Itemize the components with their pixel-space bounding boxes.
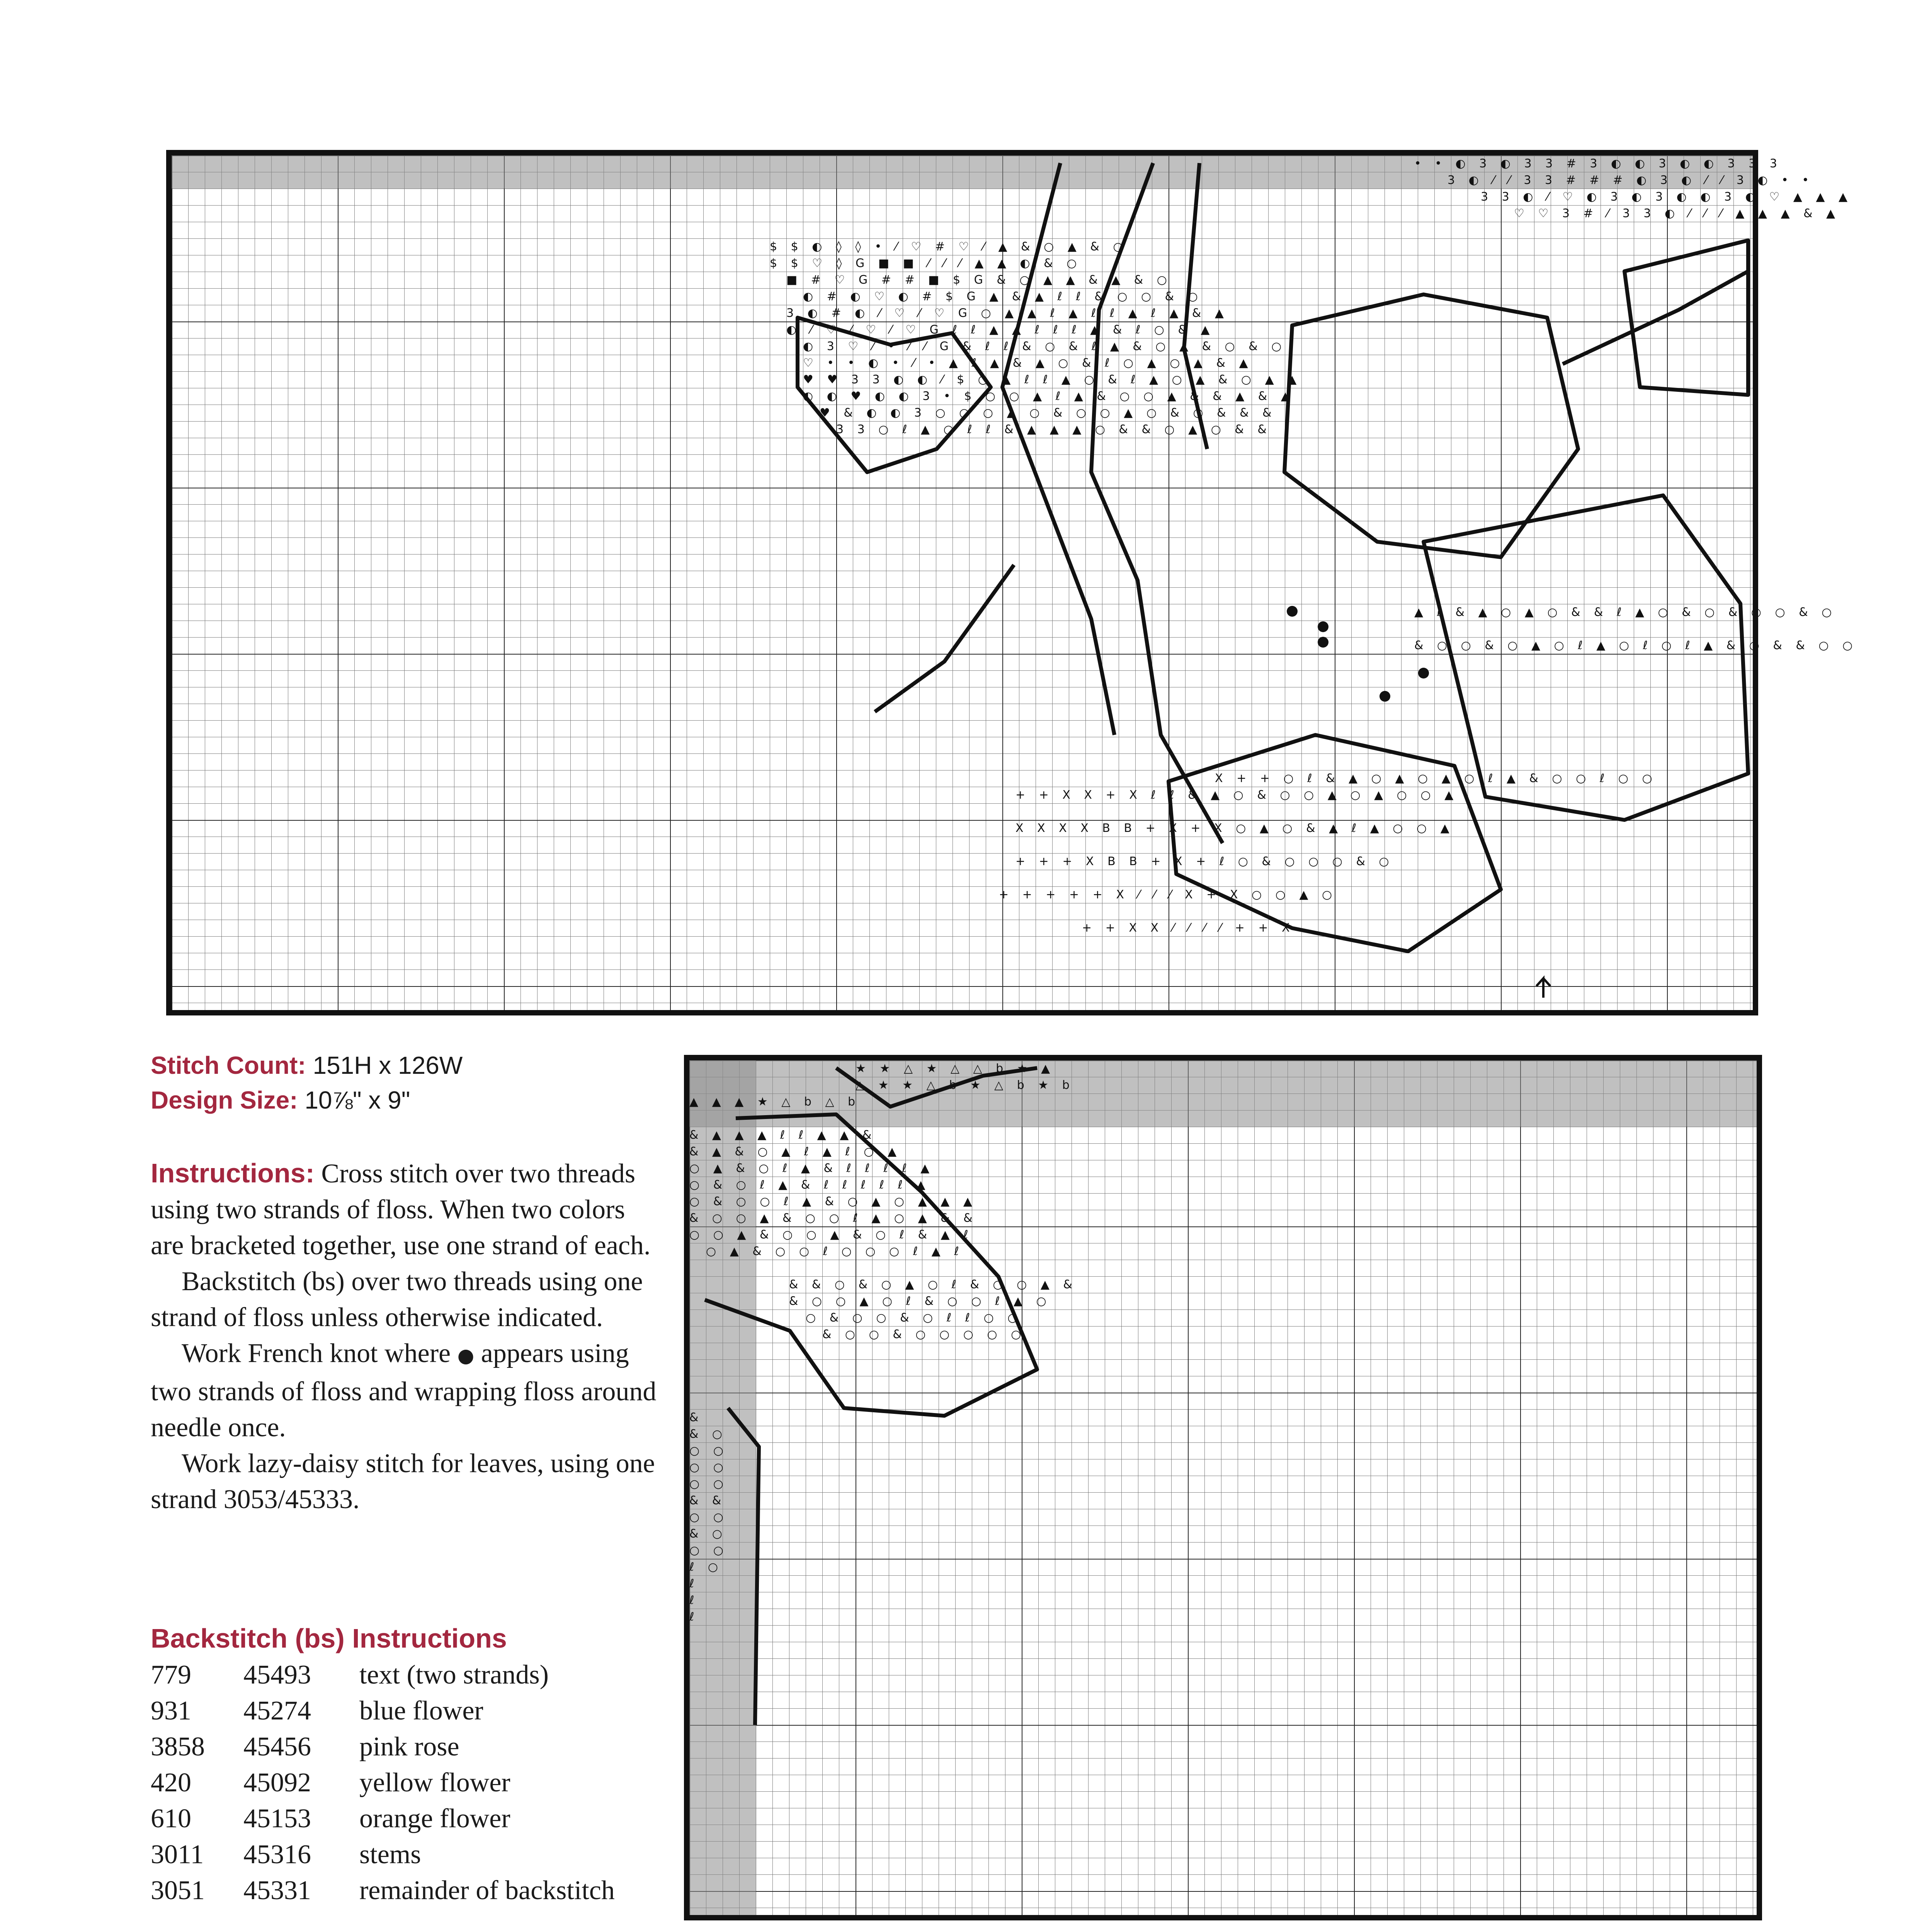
cross-stitch-chart-top [166,150,1858,1015]
chart-symbol-row: & ○ ○ & ○ ○ ○ ○ ○ [822,1328,1026,1341]
stitch-count-value: 151H x 126W [313,1051,463,1079]
thread-description: yellow flower [359,1768,510,1798]
dmc-number: 610 [151,1804,191,1833]
chart-symbol-row: + + + X B B + X + ℓ ○ & ○ ○ ○ & ○ [1015,855,1394,868]
anchor-number: 45493 [243,1660,311,1690]
leaf-outline [1624,240,1748,395]
leaf-outline [728,1408,759,1725]
chart-side-symbol: & & [689,1494,726,1507]
stitch-count [151,1051,463,1080]
chart-symbol-row: ◐ ◐ ♥ ◐ ◐ 3 • $ ○ ○ ▲ ℓ ▲ & ○ ○ ▲ & & ▲ & ▲ [803,389,1295,403]
dmc-number: 3051 [151,1876,205,1905]
chart-symbol-row: ○ & ○ ○ ℓ ▲ & ○ ▲ ○ ▲ ▲ ▲ [689,1195,977,1208]
anchor-number: 45274 [243,1696,311,1726]
chart-symbol-row: & & ○ & ○ ▲ ○ ℓ & ○ ○ ▲ & [789,1278,1077,1291]
chart-symbol-row: ◐ # ◐ ♡ ◐ # $ G ▲ & ▲ ℓ ℓ & ○ ○ & ○ [803,290,1203,303]
dmc-number: 3858 [151,1732,205,1762]
instructions-p3a: Work French knot where [182,1338,451,1368]
dmc-number: 420 [151,1768,191,1798]
dmc-number: 931 [151,1696,191,1726]
chart-symbol-row: 3 ◐ ⁄ ⁄ 3 3 # # # ◐ 3 ◐ ⁄ ⁄ 3 ◐ • • [1448,173,1814,187]
design-size [151,1086,410,1114]
thread-description: pink rose [359,1732,459,1762]
chart-symbol-row: ♡ ♡ 3 # ⁄ 3 3 ◐ ⁄ ⁄ ⁄ ▲ ▲ ▲ & ▲ [1514,207,1840,220]
design-size-label: Design Size: [151,1086,298,1114]
chart-symbol-row: • • ◐ 3 ◐ 3 3 # 3 ◐ ◐ 3 ◐ ◐ 3 3 3 [1414,157,1782,170]
french-knot [1418,668,1429,679]
chart-symbol-row: ○ & ○ ○ & ○ ℓ ℓ ○ ○ [806,1311,1023,1325]
instructions-heading: Instructions: [151,1158,315,1188]
instructions-p3b: appears using two strands of floss and wrapping floss around needle once. [151,1338,657,1442]
chart-side-symbol: ○ ○ [689,1544,728,1557]
thread-description: blue flower [359,1696,483,1726]
stem-line [875,565,1014,712]
chart-symbol-row: & ▲ & ○ ▲ ℓ ▲ ℓ ○ ▲ [689,1145,902,1158]
chart-symbol-row: ◐ ⁄ ♡ ⁄ ♡ ⁄ ♡ G ℓ ℓ ▲ ▲ ℓ ℓ ℓ ▲ & ℓ ○ & ▲ [786,323,1215,337]
anchor-number: 45331 [243,1876,311,1905]
backstitch-heading: Backstitch (bs) Instructions [151,1623,507,1653]
thread-description: orange flower [359,1804,510,1833]
chart-symbol-row: △ ★ ★ △ b ★ △ b ★ b [856,1078,1075,1092]
center-arrow [1536,978,1550,998]
chart-symbol-row: ▲ ▲ ▲ ★ △ b △ b [689,1095,861,1109]
chart-side-symbol: ℓ [689,1610,699,1624]
chart-symbol-row: & ○ ○ ▲ ○ ℓ & ○ ○ ℓ ▲ ○ [789,1294,1051,1308]
dmc-number: 3011 [151,1840,204,1869]
instructions-p1: Cross stitch over two threads using two strands of floss. When two colors are bracketed together, use one strand of each. [151,1159,651,1260]
chart-side-symbol: ℓ [689,1594,699,1607]
chart-symbol-row: X + + ○ ℓ & ▲ ○ ▲ ○ ▲ ○ ℓ ▲ & ○ ○ ℓ ○ ○ [1215,772,1657,785]
stem-line [1091,163,1223,843]
chart-symbol-row: + + X X ⁄ ⁄ ⁄ ⁄ + + X [1082,921,1295,935]
chart-side-symbol: & ○ [689,1527,728,1541]
chart-symbol-row: & ▲ ▲ ▲ ℓ ℓ ▲ ▲ & [689,1128,877,1142]
chart-symbol-row: + + + + + X ⁄ ⁄ ⁄ X + X ○ ○ ▲ ○ [999,888,1337,901]
chart-symbol-row: ○ ▲ & ○ ○ ℓ ○ ○ ○ ℓ ▲ ℓ [706,1245,964,1258]
stitch-count-label: Stitch Count: [151,1051,306,1079]
french-knot [1287,606,1298,617]
chart-side-symbol: & [689,1411,704,1424]
thread-description: stems [359,1840,421,1869]
chart-symbol-row: ♥ ♥ 3 3 ◐ ◐ ⁄ $ ○ ▲ ℓ ℓ ▲ ○ & ℓ ▲ ○ ▲ & ○ ▲ ▲ [803,373,1302,386]
chart-symbol-row: ■ # ♡ G # # ■ $ G & ○ ▲ ▲ & ▲ & ○ [786,273,1172,287]
chart-symbol-row: + + X X + X ℓ ℓ & ▲ ○ & ○ ○ ▲ ○ ▲ ○ ○ ▲ [1015,788,1459,802]
chart-symbol-row: & ○ ○ ▲ & ○ ○ ℓ ▲ ○ ▲ & & [689,1211,978,1225]
thread-description: remainder of backstitch [359,1876,615,1905]
instructions-p2: Backstitch (bs) over two threads using one strand of floss unless otherwise indicated. [151,1267,643,1332]
anchor-number: 45456 [243,1732,311,1762]
chart-symbol-row: ★ ★ △ ★ △ △ b ★ ▲ [856,1062,1055,1075]
stem-line [1563,271,1748,364]
chart-side-symbol: & ○ [689,1427,728,1441]
chart-symbol-row: 3 3 ◐ ⁄ ♡ ◐ 3 ◐ 3 ◐ ◐ 3 ◐ ♡ ▲ ▲ ▲ [1481,190,1853,204]
french-knot [1318,621,1328,632]
chart-symbol-row: $ $ ◐ ◊ ◊ • ⁄ ♡ # ♡ ⁄ ▲ & ○ ▲ & ○ [770,240,1128,253]
chart-side-symbol: ○ ○ [689,1477,728,1491]
chart-symbol-row: 3 ◐ # ◐ ⁄ ♡ ⁄ ♡ G ○ ▲ ▲ ℓ ▲ ℓ ℓ ▲ ℓ ▲ & ▲ [786,306,1229,320]
chart-side-symbol: ○ ○ [689,1510,728,1524]
anchor-number: 45153 [243,1804,311,1833]
anchor-number: 45092 [243,1768,311,1798]
cross-stitch-chart-mid [684,1055,1762,1920]
chart-symbol-row: ♥ & ◐ ◐ 3 ○ ○ ○ ▲ ○ & ○ ○ ▲ ○ & ○ & & & [820,406,1277,420]
chart-symbol-row: ◐ 3 ♡ ⁄ • ⁄ ⁄ G & ℓ ℓ & ○ & ℓ ▲ & ○ ▲ & ○ & ○ [803,340,1287,353]
rose-outline [1284,294,1578,557]
chart-symbol-row: X X X X B B + X + X ○ ▲ ○ & ▲ ℓ ▲ ○ ○ ▲ [1015,821,1454,835]
chart-side-symbol: ○ ○ [689,1444,728,1458]
chart-side-symbol: ℓ ○ [689,1560,723,1574]
anchor-number: 45316 [243,1840,311,1869]
chart-side-symbol: ℓ [689,1577,699,1590]
chart-symbol-row: ▲ ℓ & ▲ ○ ▲ ○ & & ℓ ▲ ○ & ○ & ○ ○ & ○ [1414,605,1837,619]
chart-symbol-row: ♡ • • ◐ • ⁄ • ▲ ℓ ▲ & ▲ ○ & ℓ ○ ▲ ○ ▲ & ▲ [803,356,1253,370]
chart-side-symbol: ○ ○ [689,1461,728,1474]
dmc-number: 779 [151,1660,191,1690]
instructions-p4: Work lazy-daisy stitch for leaves, using one strand 3053/45333. [151,1449,655,1514]
french-knot [1379,691,1390,702]
thread-description: text (two strands) [359,1660,549,1690]
chart-symbol-row: ○ & ○ ℓ ▲ & ℓ ℓ ℓ ℓ ℓ ▲ [689,1178,930,1192]
blue-flower-outline [1169,735,1501,951]
chart-symbol-row: ○ ▲ & ○ ℓ ▲ & ℓ ℓ ℓ ℓ ▲ [689,1162,935,1175]
chart-symbol-row: & ○ ○ & ○ ▲ ○ ℓ ▲ ○ ℓ ○ ℓ ▲ & ○ & & ○ ○ [1414,639,1858,652]
chart-symbol-row: 3 3 ○ ℓ ▲ ○ ℓ ℓ & ▲ ▲ ▲ ○ & & ○ ▲ ○ & & [836,423,1272,436]
instructions-block [151,1155,661,1517]
chart-symbol-row: $ $ ♡ ◊ G ■ ■ ⁄ ⁄ ⁄ ▲ ▲ ◐ & ○ [770,257,1082,270]
chart-symbol-row: ○ ○ ▲ & ○ ○ ▲ & ○ ℓ & ▲ ℓ [689,1228,973,1242]
french-knot-symbol: ● [457,1344,475,1367]
design-size-value: 10⅞" x 9" [304,1086,410,1114]
french-knot [1318,637,1328,648]
